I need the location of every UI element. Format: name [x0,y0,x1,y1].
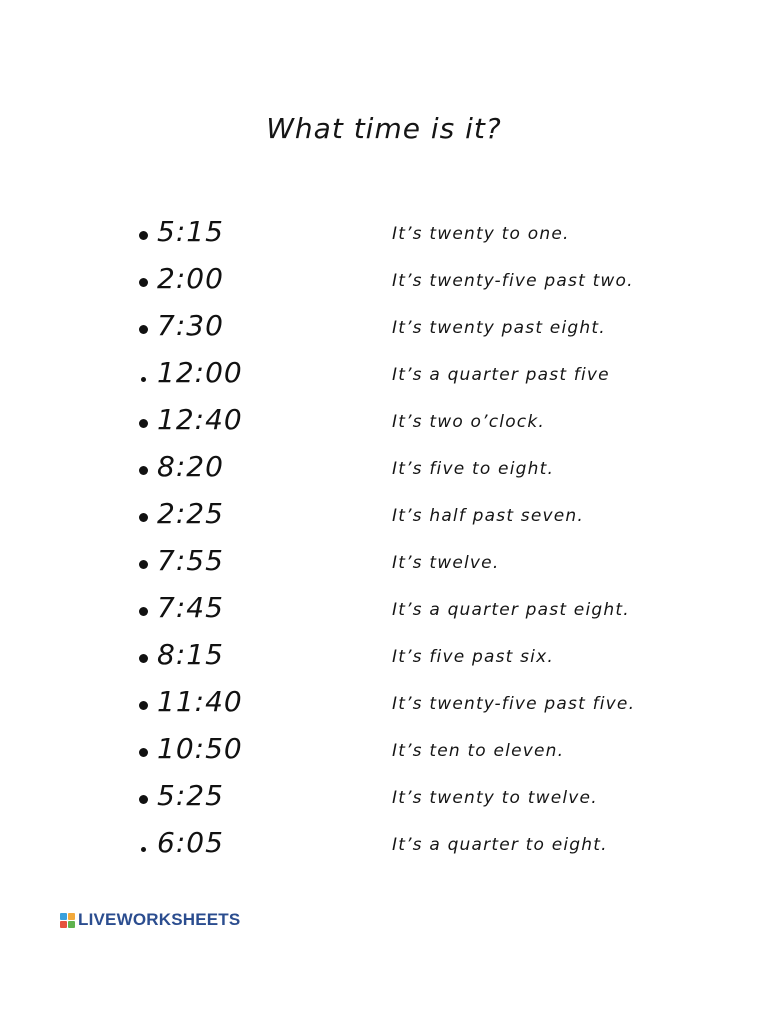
logo-text: LIVEWORKSHEETS [78,910,241,929]
bullet-icon [139,466,148,475]
time-match-list [0,212,768,870]
list-item [0,729,768,776]
time-phrase: It’s twenty to one. [392,224,570,244]
time-phrase: It’s a quarter past five [392,365,610,385]
digital-time: 8:15 [157,638,224,671]
list-item [0,588,768,635]
logo-square-2 [68,913,75,920]
list-item [0,635,768,682]
list-item [0,823,768,870]
list-item [0,494,768,541]
bullet-icon [139,325,148,334]
bullet-icon [139,795,148,804]
bullet-icon [139,748,148,757]
digital-time: 7:30 [157,309,224,342]
time-phrase: It’s twelve. [392,553,500,573]
bullet-icon [139,560,148,569]
time-phrase: It’s twenty-five past two. [392,271,634,291]
logo-square-3 [60,921,67,928]
time-phrase: It’s twenty to twelve. [392,788,598,808]
list-item [0,259,768,306]
bullet-icon [141,377,146,382]
digital-time: 8:20 [157,450,224,483]
time-phrase: It’s a quarter past eight. [392,600,630,620]
digital-time: 12:00 [157,356,243,389]
bullet-icon [139,701,148,710]
list-item [0,776,768,823]
bullet-icon [139,607,148,616]
list-item [0,353,768,400]
bullet-icon [139,278,148,287]
time-phrase: It’s two o’clock. [392,412,545,432]
digital-time: 11:40 [157,685,243,718]
logo-square-1 [60,913,67,920]
digital-time: 5:15 [157,215,224,248]
bullet-icon [139,419,148,428]
bullet-icon [141,847,146,852]
list-item [0,212,768,259]
time-phrase: It’s a quarter to eight. [392,835,608,855]
list-item [0,306,768,353]
list-item [0,541,768,588]
bullet-icon [139,231,148,240]
liveworksheets-logo-icon [60,913,75,928]
digital-time: 10:50 [157,732,243,765]
digital-time: 7:55 [157,544,224,577]
time-phrase: It’s half past seven. [392,506,584,526]
list-item [0,447,768,494]
digital-time: 5:25 [157,779,224,812]
list-item [0,400,768,447]
bullet-icon [139,654,148,663]
list-item [0,682,768,729]
time-phrase: It’s twenty past eight. [392,318,606,338]
digital-time: 6:05 [157,826,224,859]
digital-time: 2:00 [157,262,224,295]
logo-square-4 [68,921,75,928]
page-title: What time is it? [266,112,502,145]
time-phrase: It’s five past six. [392,647,554,667]
time-phrase: It’s ten to eleven. [392,741,565,761]
time-phrase: It’s twenty-five past five. [392,694,636,714]
digital-time: 12:40 [157,403,243,436]
bullet-icon [139,513,148,522]
digital-time: 7:45 [157,591,224,624]
footer-logo [60,910,240,930]
time-phrase: It’s five to eight. [392,459,555,479]
digital-time: 2:25 [157,497,224,530]
